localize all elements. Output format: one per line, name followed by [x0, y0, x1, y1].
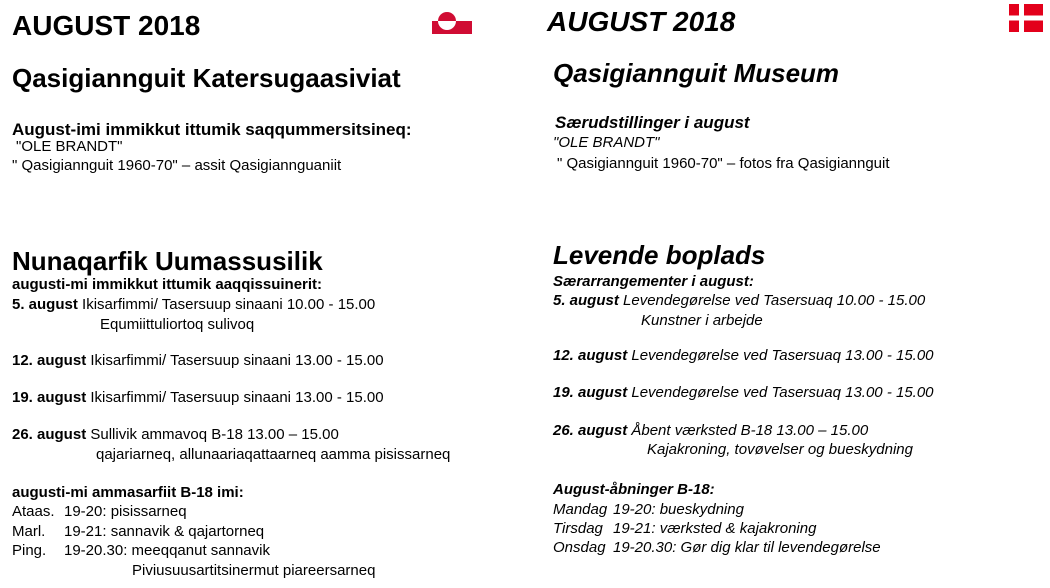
event-row [12, 353, 384, 368]
exhibit-line: " Qasigiannguit 1960-70" – fotos fra Qasigiannguit [557, 155, 890, 172]
event-date: 12. august [553, 347, 628, 364]
open-line [12, 524, 264, 539]
open-day: Mandag [553, 501, 608, 518]
museum-title: Qasigiannguit Katersugaasiviat [12, 63, 401, 93]
event-text: Levendegørelse ved Tasersuaq 10.00 - 15.00 [623, 292, 926, 309]
event-row [553, 348, 934, 363]
month-heading: AUGUST 2018 [547, 6, 736, 37]
open-line [553, 502, 744, 517]
event-sub: Equmiittuliortoq sulivoq [100, 316, 255, 333]
museum-title: Qasigiannguit Museum [553, 58, 840, 88]
open-text: 19-20: pisissarneq [64, 503, 187, 520]
event-date: 26. august [553, 422, 628, 439]
denmark-flag-icon [1009, 4, 1043, 32]
event-text: Åbent værksted B-18 13.00 – 15.00 [631, 422, 869, 439]
event-date: 26. august [12, 426, 87, 443]
event-text: Ikisarfimmi/ Tasersuup sinaani 10.00 - 15.00 [82, 296, 376, 313]
event-date: 5. august [553, 292, 619, 309]
event-sub: Kajakroning, tovøvelser og bueskydning [647, 441, 913, 458]
greenland-flag-icon [432, 8, 472, 34]
open-day: Tirsdag [553, 520, 603, 537]
open-text: 19-20.30: meeqqanut sannavik [64, 542, 270, 559]
event-row [12, 390, 384, 405]
greenlandic-column [12, 0, 522, 588]
settlement-title: Nunaqarfik Uumassusilik [12, 246, 323, 276]
event-sub: Kunstner i arbejde [641, 312, 763, 329]
event-row [553, 385, 934, 400]
open-text: 19-20.30: Gør dig klar til levendegørelse [613, 539, 881, 556]
open-line [12, 504, 187, 519]
event-row [12, 297, 375, 312]
exhibit-line: " Qasigiannguit 1960-70" – assit Qasigiannguaniit [12, 157, 342, 174]
open-text: 19-20: bueskydning [613, 501, 744, 518]
open-line [553, 521, 816, 536]
open-day: Ataas. [12, 503, 55, 520]
event-date: 5. august [12, 296, 78, 313]
open-line-continued: Piviusuusartitsinermut piareersarneq [132, 562, 376, 579]
event-text: Levendegørelse ved Tasersuaq 13.00 - 15.00 [631, 384, 934, 401]
open-text: 19-21: værksted & kajakroning [613, 520, 817, 537]
open-heading: augusti-mi ammasarfiit B-18 imi: [12, 484, 244, 501]
open-line [12, 543, 270, 558]
event-text: Ikisarfimmi/ Tasersuup sinaani 13.00 - 15.00 [90, 389, 384, 406]
event-text: Ikisarfimmi/ Tasersuup sinaani 13.00 - 15.00 [90, 352, 384, 369]
events-heading: augusti-mi immikkut ittumik aaqqissuinerit: [12, 276, 323, 293]
event-row [12, 427, 339, 442]
exhibit-line: "OLE BRANDT" [16, 138, 123, 155]
event-row [553, 423, 868, 438]
open-heading: August-åbninger B-18: [553, 481, 715, 498]
open-text: 19-21: sannavik & qajartorneq [64, 523, 265, 540]
open-line [553, 540, 881, 555]
event-date: 19. august [553, 384, 628, 401]
event-sub: qajariarneq, allunaariaqattaarneq aamma pisissarneq [96, 446, 451, 463]
settlement-title: Levende boplads [553, 240, 766, 270]
event-date: 12. august [12, 352, 87, 369]
danish-column [547, 0, 1043, 588]
exhibit-line: "OLE BRANDT" [553, 134, 660, 151]
exhibit-heading: Særudstillinger i august [555, 113, 750, 132]
open-day: Ping. [12, 542, 47, 559]
month-heading: AUGUST 2018 [12, 10, 201, 41]
open-day: Marl. [12, 523, 46, 540]
exhibit-heading: August-imi immikkut ittumik saqqummersitsineq: [12, 120, 412, 139]
event-date: 19. august [12, 389, 87, 406]
events-heading: Særarrangementer i august: [553, 273, 754, 290]
event-text: Sullivik ammavoq B-18 13.00 – 15.00 [90, 426, 339, 443]
open-day: Onsdag [553, 539, 606, 556]
event-row [553, 293, 925, 308]
event-text: Levendegørelse ved Tasersuaq 13.00 - 15.00 [631, 347, 934, 364]
